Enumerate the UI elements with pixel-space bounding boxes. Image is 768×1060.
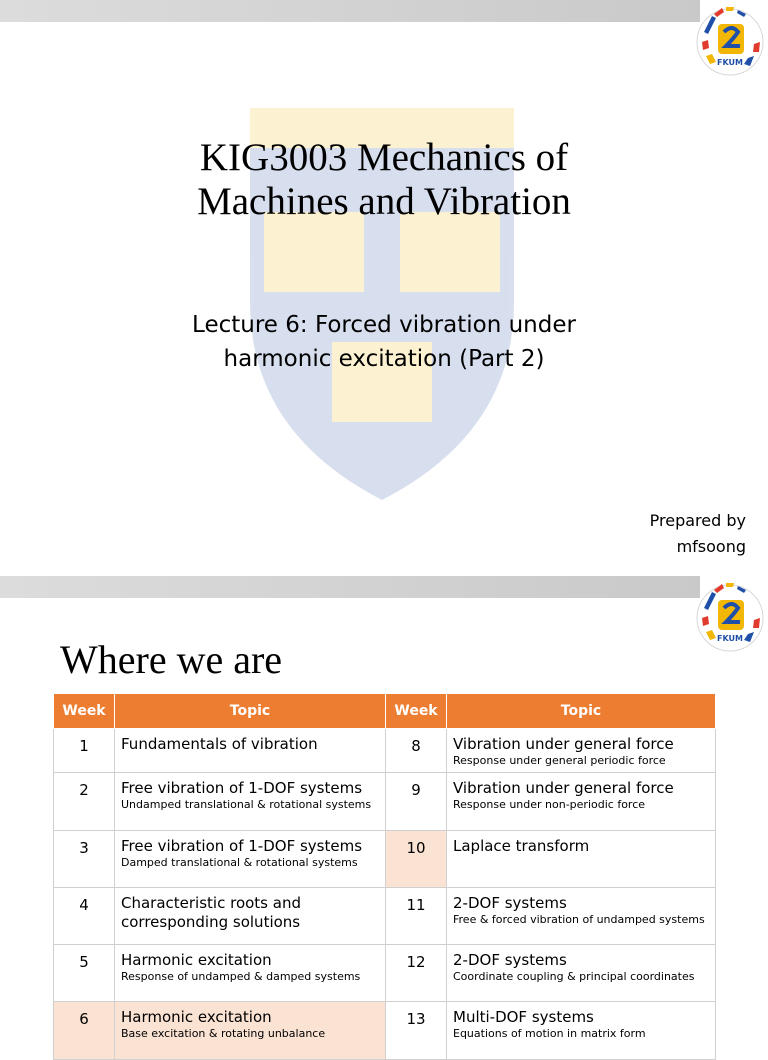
week-header: Week: [386, 694, 447, 729]
topic-cell: [115, 1002, 386, 1060]
week-cell: 9: [386, 773, 447, 831]
topic-cell: [447, 945, 716, 1002]
week-cell: 10: [386, 831, 447, 888]
topic-cell: [115, 831, 386, 888]
title-line-2: Machines and Vibration: [197, 180, 571, 223]
topic-cell: [115, 729, 386, 773]
topic-cell: [115, 773, 386, 831]
topic-cell: [447, 729, 716, 773]
topic-cell: [447, 888, 716, 945]
week-cell: 11: [386, 888, 447, 945]
topic-cell: [447, 1002, 716, 1060]
slide-top-bar: [0, 576, 700, 598]
week-cell: 5: [54, 945, 115, 1002]
week-cell: 13: [386, 1002, 447, 1060]
week-cell: 1: [54, 729, 115, 773]
table-row: [54, 773, 716, 831]
week-cell: 6: [54, 1002, 115, 1060]
prepared-by-label: Prepared by: [649, 511, 746, 530]
schedule-slide: [0, 576, 768, 1040]
topic-detail: Coordinate coupling & principal coordinates: [453, 970, 695, 983]
course-schedule-table: [53, 693, 716, 1060]
topic-title: Fundamentals of vibration: [121, 735, 318, 753]
faculty-logo: [694, 2, 766, 76]
subtitle-line-2: harmonic excitation (Part 2): [223, 346, 545, 372]
topic-title: Laplace transform: [453, 837, 590, 855]
table-row: [54, 831, 716, 888]
topic-title: Characteristic roots and corresponding solutions: [121, 894, 301, 931]
topic-header: Topic: [447, 694, 716, 729]
topic-detail: Free & forced vibration of undamped systems: [453, 913, 705, 926]
logo-lettering: FKUM: [717, 634, 743, 643]
topic-detail: Response of undamped & damped systems: [121, 970, 361, 983]
week-header: Week: [54, 694, 115, 729]
slide-top-bar: [0, 0, 700, 22]
topic-detail: Damped translational & rotational systems: [121, 856, 358, 869]
topic-title: Harmonic excitation: [121, 1008, 272, 1026]
topic-detail: Equations of motion in matrix form: [453, 1027, 646, 1040]
week-cell: 12: [386, 945, 447, 1002]
author-credit: [650, 508, 746, 560]
slide-title: Where we are: [60, 637, 283, 682]
topic-header: Topic: [115, 694, 386, 729]
lecture-subtitle: [100, 308, 668, 376]
topic-cell: [447, 831, 716, 888]
week-cell: 4: [54, 888, 115, 945]
topic-detail: Response under general periodic force: [453, 754, 666, 767]
topic-detail: Undamped translational & rotational systems: [121, 798, 372, 811]
topic-title: Free vibration of 1-DOF systems: [121, 837, 363, 855]
logo-lettering: FKUM: [717, 58, 743, 67]
topic-title: Multi-DOF systems: [453, 1008, 594, 1026]
table-row: [54, 729, 716, 773]
topic-detail: Response under non-periodic force: [453, 798, 646, 811]
subtitle-line-1: Lecture 6: Forced vibration under: [192, 312, 576, 338]
topic-cell: [115, 888, 386, 945]
title-line-1: KIG3003 Mechanics of: [199, 136, 569, 179]
table-row: [54, 888, 716, 945]
topic-title: Free vibration of 1-DOF systems: [121, 779, 363, 797]
topic-title: Vibration under general force: [453, 735, 674, 753]
topic-detail: Base excitation & rotating unbalance: [121, 1027, 326, 1040]
week-cell: 8: [386, 729, 447, 773]
week-cell: 3: [54, 831, 115, 888]
author-name: mfsoong: [676, 537, 746, 556]
topic-cell: [115, 945, 386, 1002]
table-row: [54, 1002, 716, 1060]
topic-title: Harmonic excitation: [121, 951, 272, 969]
table-header-row: [54, 694, 716, 729]
week-cell: 2: [54, 773, 115, 831]
topic-cell: [447, 773, 716, 831]
topic-title: Vibration under general force: [453, 779, 674, 797]
table-row: [54, 945, 716, 1002]
faculty-logo: [694, 578, 766, 652]
topic-title: 2-DOF systems: [453, 894, 567, 912]
presentation-title: [84, 136, 684, 224]
topic-title: 2-DOF systems: [453, 951, 567, 969]
